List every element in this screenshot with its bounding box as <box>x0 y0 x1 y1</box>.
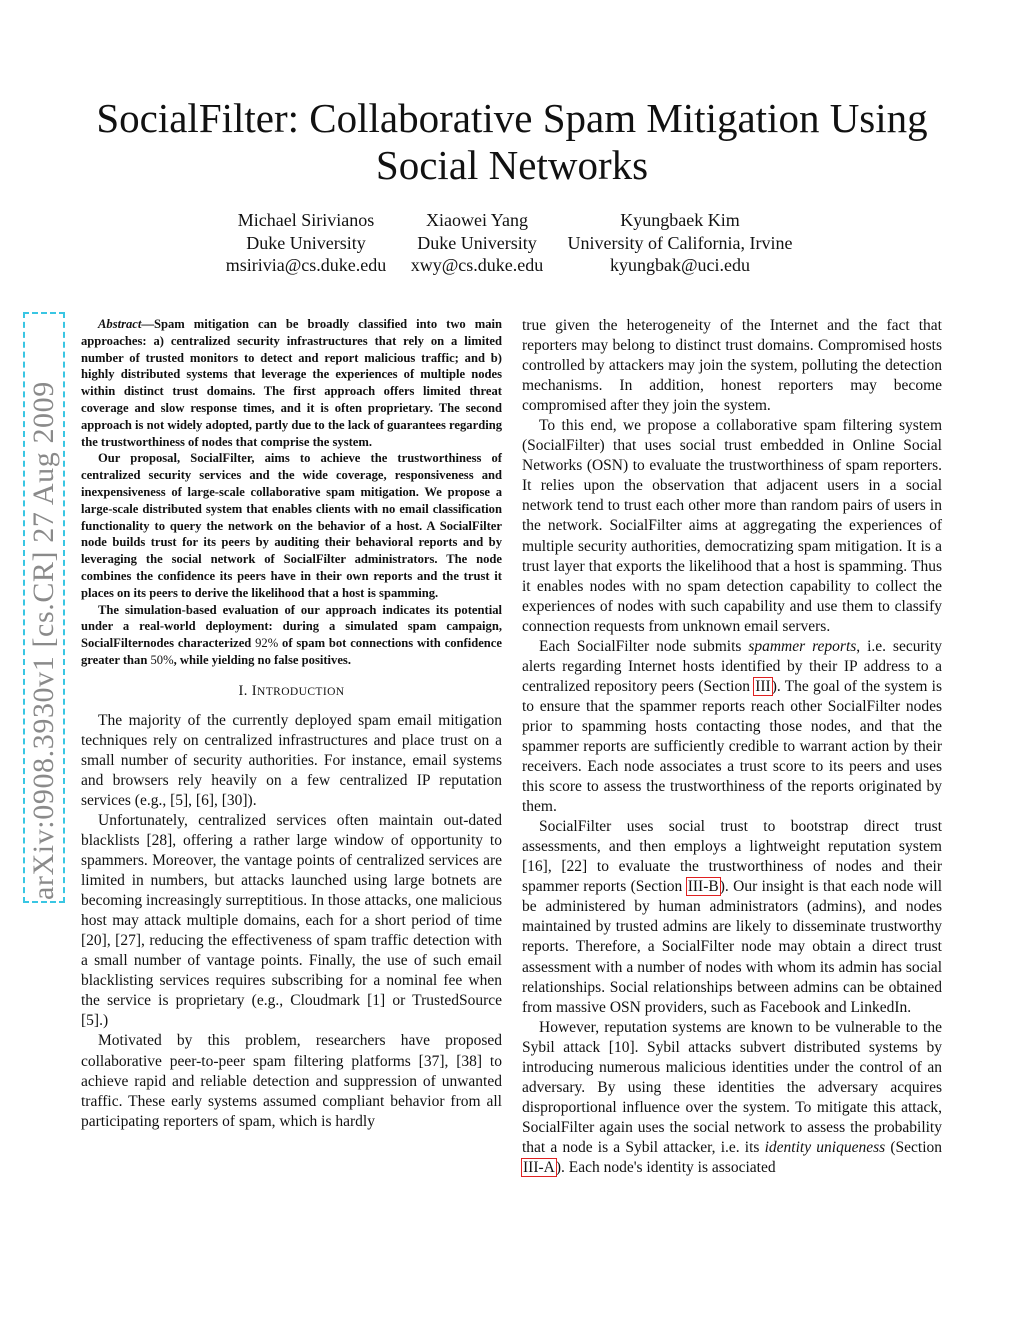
body-text: SocialFilter uses social trust to bootstrap direct trust assessments, and then employs a lightweight reputation system [16], [22] to evaluate the trustworthiness of nodes and their spammer reports (Section <box>522 818 942 896</box>
emphasis: identity uniqueness <box>764 1138 886 1156</box>
intro-paragraph-2: Unfortunately, centralized services often maintain out-dated blacklists [28], offering a rather large window of opportunity to spammers. Moreover, the vantage points of centralized services are limited in numbers, but attacks launched using large botnets are becoming increasingly surreptitious. In those attacks, one malicious host may attack multiple domains, each for a short period of time [20], [27], reducing the effectiveness of spam traffic detection with a small number of vantage points. Finally, the use of such email blacklisting services requires subscribing for a nominal fee when the service is proprietary (e.g., Cloudmark [1] or TrustedSource [5].) <box>81 811 502 1030</box>
section-ref-link[interactable]: III <box>755 677 771 695</box>
right-column <box>522 316 942 1178</box>
abstract-text: , while yielding no false positives. <box>173 652 351 667</box>
author-affiliation: University of California, Irvine <box>567 232 793 253</box>
author-email[interactable]: xwy@cs.duke.edu <box>410 255 544 275</box>
intro-paragraph-7 <box>522 1018 942 1178</box>
author-name: Xiaowei Yang <box>426 210 528 230</box>
body-text: ). The goal of the system is to ensure that the spammer reports reach other SocialFilter nodes prior to spamming hosts contacting those nodes, and that the spammer reports are sufficiently credible to warrant action by their receivers. Each node associates a trust score to its peers and uses this score to assess the trustworthiness of the reports originated by them. <box>522 677 942 816</box>
author-1 <box>206 209 406 277</box>
abstract-paragraph-3 <box>81 602 502 669</box>
section-number: I. <box>238 682 248 699</box>
intro-paragraph-1: The majority of the currently deployed spam email mitigation techniques rely on centralized infrastructures and place trust on a small number of security authorities. For instance, email systems and browsers rely heavily on a few centralized IP reputation services (e.g., [5], [6], [30]). <box>81 711 502 809</box>
author-name: Michael Sirivianos <box>237 210 375 230</box>
author-email[interactable]: kyungbak@uci.edu <box>609 255 751 275</box>
author-name: Kyungbaek Kim <box>620 210 740 230</box>
abstract-paragraph-1: Abstract—Spam mitigation can be broadly classified into two main approaches: a) centralized security infrastructures that rely on a limited number of trusted monitors to detect and report malicious traffic; and b) highly distributed systems that leverage the experiences of multiple nodes within distinct trust domains. The first approach offers limited threat coverage and slow response times, and it is often proprietary. The second approach is not widely adopted, partly due to the lack of guarantees regarding the trustworthiness of nodes that comprise the system. <box>81 317 502 449</box>
paper-title: SocialFilter: Collaborative Spam Mitigation Using Social Networks <box>96 95 928 188</box>
body-text: (Section <box>885 1138 942 1156</box>
abstract-text: The simulation-based evaluation of our approach indicates its potential under a real-world deployment: during a simulated spam campaign, SocialFilternodes characterized <box>81 602 502 651</box>
body-text: However, reputation systems are known to be vulnerable to the Sybil attack [10]. Sybil attacks subvert distributed systems by introducing numerous malicious identities under the control of an adversary. By using these identities the adversary acquires disproportional influence over the system. To mitigate this attack, SocialFilter again uses the social network to assess the probability that a node is a Sybil attacker, i.e. its <box>522 1018 942 1156</box>
intro-paragraph-5 <box>522 637 942 817</box>
body-text: , i.e. security alerts regarding Internet hosts identified by their IP address to a centralized repository peers (Section <box>522 637 942 695</box>
abstract-text: Spam mitigation can be broadly classified into two main approaches: a) centralized security infrastructures that rely on a limited number of trusted monitors to detect and report malicious traffic; and b) highly distributed systems that leverage the experiences of multiple nodes within distinct trust domains. The first approach offers limited threat coverage and slow response times, and it is often proprietary. The second approach is not widely adopted, partly due to the lack of guarantees regarding the trustworthiness of nodes that comprise the system. <box>81 317 502 449</box>
emphasis: spammer reports <box>748 637 857 655</box>
author-3 <box>552 209 808 277</box>
section-initial: I <box>251 682 258 699</box>
intro-paragraph-4: To this end, we propose a collaborative spam filtering system (SocialFilter) that uses social trust embedded in Online Social Networks (OSN) to evaluate the trustworthiness of spam reporters. It relies upon the observation that adjacent users in a social network tend to trust each other more than random pairs of users in the network. SocialFilter aims at aggregating the experiences of multiple security authorities, democratizing spam mitigation. It is a trust layer that exports the likelihood that a host is spamming. Thus it enables nodes with no spam detection capability to collect the experiences of nodes with such capability and use them to classify connection requests from unknown email servers. <box>522 417 942 635</box>
arxiv-identifier-link[interactable]: arXiv:0908.3930v1 [cs.CR] 27 Aug 2009 <box>26 315 62 900</box>
section-heading-introduction <box>81 681 502 702</box>
intro-paragraph-6 <box>522 817 942 1017</box>
body-text: ). Our insight is that each node will be administered by human administrators (admins), and nodes maintained by trusted admins are likely to disseminate trustworthy reports. Therefore, a SocialFilter node may obtain a direct trust assessment with a number of nodes with whom its admin has social relationships. Social relationships between admins can be obtained from massive OSN providers, such as Facebook and LinkedIn. <box>522 878 943 1016</box>
abstract-label: Abstract <box>98 317 142 331</box>
author-affiliation: Duke University <box>246 232 366 253</box>
author-email[interactable]: msirivia@cs.duke.edu <box>225 255 387 275</box>
abstract-number: 92% <box>255 636 279 651</box>
section-ref-link[interactable]: III-A <box>523 1158 555 1176</box>
abstract <box>81 316 502 669</box>
intro-paragraph-continued: true given the heterogeneity of the Internet and the fact that reporters may belong to distinct trust domains. Compromised hosts controlled by attackers may join the system, polluting the detection mechanisms. In addition, honest reporters may become compromised after they join the system. <box>522 317 942 415</box>
body-text: ). Each node's identity is associated <box>555 1158 776 1176</box>
abstract-number: 50% <box>150 652 174 667</box>
abstract-paragraph-2: Our proposal, SocialFilter, aims to achieve the trustworthiness of centralized security services and the wide coverage, responsiveness and inexpensiveness of large-scale collaborative spam mitigation. We propose a large-scale distributed system that enables clients with no email classification functionality to query the network on the behavior of a host. A SocialFilter node builds trust for its peers by auditing their behavioral reports and by leveraging the social network of SocialFilter administrators. The node combines the confidence its peers have in their own reports and the trust it places on its peers to derive the likelihood that a host is spamming. <box>81 451 502 600</box>
abstract-text: of spam bot connections with confidence greater than <box>81 636 502 667</box>
body-text: Each SocialFilter node submits <box>539 637 749 655</box>
intro-paragraph-3: Motivated by this problem, researchers have proposed collaborative peer-to-peer spam filtering platforms [37], [38] to achieve rapid and reliable detection and suppression of unwanted traffic. These early systems assumed compliant behavior from all participating reporters of spam, which is hardly <box>81 1032 502 1130</box>
section-title-smallcaps: NTRODUCTION <box>257 685 345 698</box>
author-affiliation: Duke University <box>417 232 537 253</box>
intro-left <box>81 711 502 1132</box>
section-ref-link[interactable]: III-B <box>687 878 719 896</box>
left-column <box>81 316 502 1132</box>
author-2 <box>402 209 552 277</box>
